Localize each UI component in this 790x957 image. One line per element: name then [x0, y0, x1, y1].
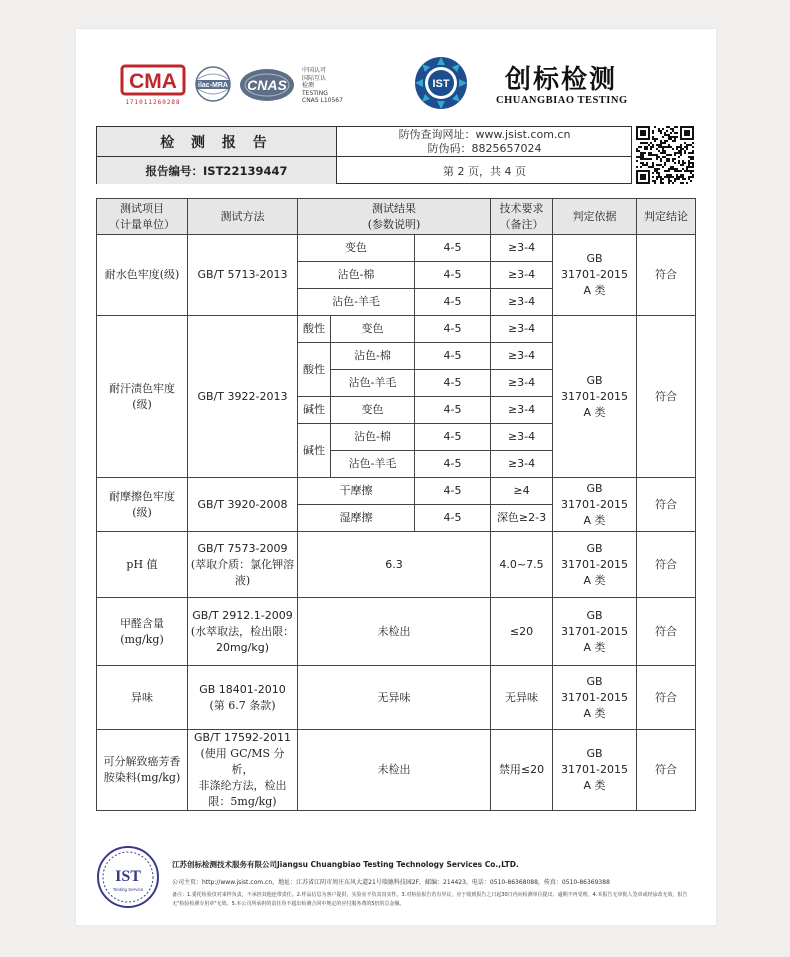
item-water: 耐水色牢度(级) — [97, 235, 188, 316]
table-cell: 4-5 — [415, 397, 491, 424]
ist-logo-text: IST — [432, 78, 450, 90]
col-basis: 判定依据 — [553, 199, 637, 235]
table-cell: ≤20 — [491, 598, 553, 666]
table-row — [97, 730, 696, 811]
ilac-mra-logo — [194, 65, 232, 103]
conclusion-cell: 符合 — [637, 478, 696, 532]
table-cell: 4.0~7.5 — [491, 532, 553, 598]
table-cell: 沾色-羊毛 — [298, 289, 415, 316]
brand-name-cn: 创标检测 — [505, 65, 618, 95]
table-row — [97, 478, 696, 505]
table-cell: ≥3-4 — [491, 262, 553, 289]
table-cell: 4-5 — [415, 289, 491, 316]
basis-cell: GB 31701-2015 A 类 — [553, 316, 637, 478]
method-water: GB/T 5713-2013 — [188, 235, 298, 316]
table-cell: 碱性 — [298, 424, 331, 478]
table-cell: 4-5 — [415, 235, 491, 262]
method-formaldehyde: GB/T 2912.1-2009 (水萃取法，检出限： 20mg/kg) — [188, 598, 298, 666]
item-odor: 异味 — [97, 666, 188, 730]
conclusion-cell: 符合 — [637, 532, 696, 598]
basis-cell: GB 31701-2015 A 类 — [553, 532, 637, 598]
table-cell: 4-5 — [415, 424, 491, 451]
anti-fake-info — [337, 127, 632, 157]
table-header-row — [97, 199, 696, 235]
cnas-accreditation-text: 中国认可 国际互认 检测 TESTING CNAS L10567 — [302, 67, 343, 104]
test-results-table — [96, 198, 696, 811]
table-cell: 变色 — [298, 235, 415, 262]
report-page — [76, 29, 716, 925]
table-cell: 无异味 — [491, 666, 553, 730]
table-cell: ≥4 — [491, 478, 553, 505]
table-row — [97, 316, 696, 343]
footer-note: 备注：1.委托检验仅对来样负责，不承担其他连带责任。2.样品信息为客户提供，实验室不负其真实性。3.对检验报告若有异议，应于收到报告之日起30日内向检测单位提出，逾期不再受理。4.本报告无审批人签章或经涂改无效，报告无"检验检测专用章"无效。5.本公司所承担的责任均不超出检测合同中规定的应付服务费的5倍的总金额。 — [172, 892, 688, 907]
table-cell: ≥3-4 — [491, 235, 553, 262]
table-cell: ≥3-4 — [491, 424, 553, 451]
cnas-logo — [238, 67, 296, 103]
table-cell: 沾色-棉 — [298, 262, 415, 289]
col-method: 测试方法 — [188, 199, 298, 235]
table-cell: 变色 — [331, 397, 415, 424]
item-ph: pH 值 — [97, 532, 188, 598]
table-cell: 4-5 — [415, 316, 491, 343]
item-formaldehyde: 甲醛含量 (mg/kg) — [97, 598, 188, 666]
footer-company: 江苏创标检测技术服务有限公司Jiangsu Chuangbiao Testing Technology Services Co.,LTD. — [172, 860, 519, 869]
table-cell: 4-5 — [415, 505, 491, 532]
page-info: 第 2 页，共 4 页 — [443, 164, 526, 178]
table-cell: 沾色-羊毛 — [331, 451, 415, 478]
basis-cell: GB 31701-2015 A 类 — [553, 598, 637, 666]
method-sweat: GB/T 3922-2013 — [188, 316, 298, 478]
report-header — [96, 126, 632, 184]
cma-logo — [120, 63, 186, 109]
anti-fake-code: 防伪码：8825657024 — [427, 141, 542, 155]
svg-text:IST: IST — [115, 868, 141, 885]
svg-text:Testing Service: Testing Service — [112, 887, 144, 892]
col-requirement: 技术要求 （备注） — [491, 199, 553, 235]
cnas-text: CNAS — [247, 77, 287, 93]
report-title: 检 测 报 告 — [97, 127, 337, 157]
table-cell: ≥3-4 — [491, 316, 553, 343]
item-rub: 耐摩擦色牢度 (级) — [97, 478, 188, 532]
table-cell: 沾色-羊毛 — [331, 370, 415, 397]
cma-text: CMA — [129, 70, 177, 93]
table-cell: ≥3-4 — [491, 289, 553, 316]
method-ph: GB/T 7573-2009 (萃取介质：氯化钾溶 液) — [188, 532, 298, 598]
method-azo: GB/T 17592-2011 (使用 GC/MS 分析， 非涤纶方法，检出 限：5mg/kg) — [188, 730, 298, 811]
table-cell: ≥3-4 — [491, 343, 553, 370]
anti-fake-url[interactable]: 防伪查询网址：www.jsist.com.cn — [398, 127, 571, 141]
table-cell: 6.3 — [298, 532, 491, 598]
table-cell: ≥3-4 — [491, 370, 553, 397]
table-cell: 酸性 — [298, 316, 331, 343]
item-azo: 可分解致癌芳香 胺染料(mg/kg) — [97, 730, 188, 811]
table-cell: 无异味 — [298, 666, 491, 730]
table-row — [97, 235, 696, 262]
table-row — [97, 666, 696, 730]
table-cell: 禁用≤20 — [491, 730, 553, 811]
method-rub: GB/T 3920-2008 — [188, 478, 298, 532]
table-cell: 变色 — [331, 316, 415, 343]
table-cell: 4-5 — [415, 478, 491, 505]
footer-contact: 公司主页：http://www.jsist.com.cn，地址：江苏省江阴市周庄东风大道21号瑞德科技园2F，邮编：214423，电话：0510-86368088，传真：0510-86369388 — [172, 879, 610, 886]
ist-seal-logo — [96, 845, 160, 909]
conclusion-cell: 符合 — [637, 235, 696, 316]
basis-cell: GB 31701-2015 A 类 — [553, 730, 637, 811]
table-cell: 4-5 — [415, 343, 491, 370]
table-row — [97, 598, 696, 666]
conclusion-cell: 符合 — [637, 666, 696, 730]
table-row — [97, 532, 696, 598]
table-cell: 酸性 — [298, 343, 331, 397]
table-cell: 干摩擦 — [298, 478, 415, 505]
report-number: 报告编号：IST22139447 — [97, 157, 337, 184]
table-cell: 深色≥2-3 — [491, 505, 553, 532]
ilac-text: ilac-MRA — [198, 82, 228, 89]
table-cell: 湿摩擦 — [298, 505, 415, 532]
col-conclusion: 判定结论 — [637, 199, 696, 235]
col-item: 测试项目 （计量单位） — [97, 199, 188, 235]
qr-code[interactable] — [636, 126, 694, 184]
conclusion-cell: 符合 — [637, 316, 696, 478]
table-cell: 4-5 — [415, 370, 491, 397]
basis-cell: GB 31701-2015 A 类 — [553, 478, 637, 532]
cma-number: 171011260288 — [125, 99, 181, 106]
table-cell: 未检出 — [298, 598, 491, 666]
table-cell: 4-5 — [415, 262, 491, 289]
basis-cell: GB 31701-2015 A 类 — [553, 235, 637, 316]
method-odor: GB 18401-2010 (第 6.7 条款) — [188, 666, 298, 730]
conclusion-cell: 符合 — [637, 730, 696, 811]
col-result: 测试结果 (参数说明) — [298, 199, 491, 235]
table-cell: ≥3-4 — [491, 451, 553, 478]
item-sweat: 耐汗渍色牢度 (级) — [97, 316, 188, 478]
table-cell: 沾色-棉 — [331, 343, 415, 370]
ist-logo — [413, 55, 469, 111]
conclusion-cell: 符合 — [637, 598, 696, 666]
table-cell: 沾色-棉 — [331, 424, 415, 451]
logo-row — [76, 29, 716, 129]
table-cell: 碱性 — [298, 397, 331, 424]
brand-name-en: CHUANGBIAO TESTING — [496, 95, 628, 106]
basis-cell: GB 31701-2015 A 类 — [553, 666, 637, 730]
table-cell: 4-5 — [415, 451, 491, 478]
table-cell: ≥3-4 — [491, 397, 553, 424]
table-cell: 未检出 — [298, 730, 491, 811]
